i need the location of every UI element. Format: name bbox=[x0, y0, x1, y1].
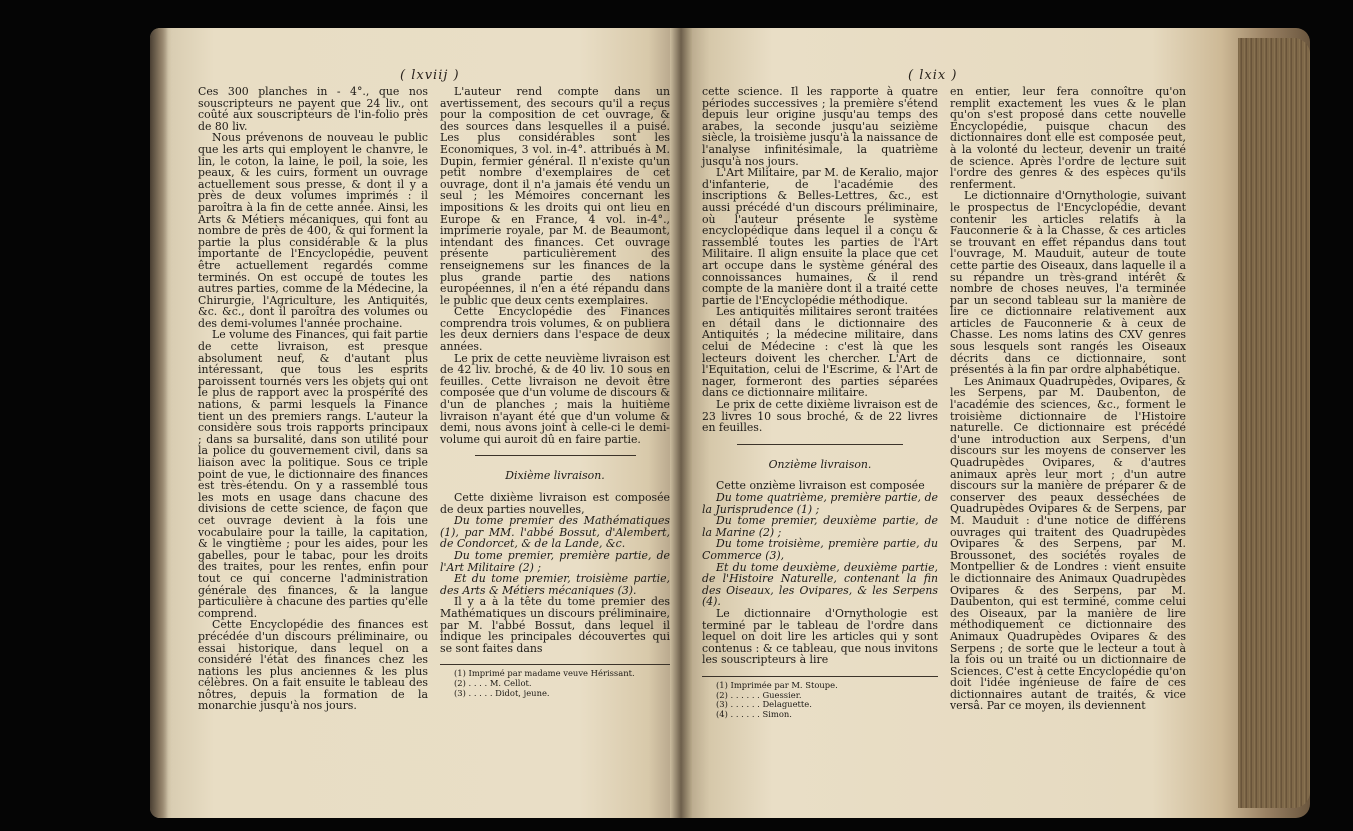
paragraph: Du tome premier des Mathématiques (1), par MM. l'abbé Bossut, d'Alembert, de Condorcet, & de la Lande, &c. bbox=[440, 514, 670, 551]
footnote-divider bbox=[440, 664, 670, 665]
footnote: (1) Imprimée par M. Stoupe. bbox=[716, 679, 838, 690]
footnote: (4) . . . . . . Simon. bbox=[716, 708, 792, 719]
left-page bbox=[150, 28, 686, 818]
paragraph: Les Animaux Quadrupèdes, Ovipares, & les Serpens, par M. Daubenton, de l'académie des sciences, &c., forment le troisième dictionnaire de l'Histoire naturelle. Ce dictionnaire est précédé d'une introduction aux Serpens, d'un discours sur les moyens de conserver les Quadrupèdes Ovipares, & d'autres animaux après leur mort ; d'un autre discours sur la manière de préparer & de conserver des peaux desséchées de Quadrupèdes Ovipares & de Serpens, par M. Mauduit : d'une notice de différens ouvrages qui traitent des Quadrupèdes Ovipares & des Serpens, par M. Broussonet, des sociétés royales de Montpellier & de Londres : vient ensuite le dictionnaire des Animaux Quadrupèdes Ovipares & des Serpens, par M. Daubenton, qui est terminé, comme celui des Oiseaux, par la manière de lire méthodiquement ce dictionnaire des Animaux Quadrupèdes Ovipares & des Serpens ; de sorte que le lecteur a tout à la fois ou un traité ou un dictionnaire de Sciences. C'est à cette Encyclopédie qu'on doit l'idée ingénieuse de faire de ces dictionnaires autant de traités, & vice versâ. Par ce moyen, ils deviennent bbox=[950, 374, 1186, 713]
left-page-edge bbox=[150, 28, 168, 818]
footnote: (2) . . . . . . Guessier. bbox=[716, 689, 802, 700]
footnote: (2) . . . . M. Cellot. bbox=[454, 677, 532, 688]
paragraph: Le dictionnaire d'Ornythologie, suivant le prospectus de l'Encyclopédie, devant contenir les articles relatifs à la Fauconnerie & à la Chasse, & ces articles se trouvant en effet répandus dans tout l'ouvrage, M. Mauduit, auteur de toute cette partie des Oiseaux, dans laquelle il a su répandre un très-grand intérêt & nombre de choses neuves, l'a terminée par un second tableau sur la manière de lire ce dictionnaire relativement aux articles de Fauconnerie & à ceux de Chasse. Les noms latins des CXV genres sous lesquels sont rangés les Oiseaux décrits dans ce dictionnaire, sont présentés à la fin par ordre alphabétique. bbox=[950, 189, 1186, 377]
left-column-1 bbox=[198, 86, 428, 712]
footnote: (3) . . . . . . Delaguette. bbox=[716, 699, 812, 710]
paragraph: en entier, leur fera connoître qu'on remplit exactement les vues & le plan qu'on s'est proposé dans cette nouvelle Encyclopédie, puisque chacun des dictionnaires dont elle est composée peut, à la volonté du lecteur, devenir un traité de science. Après l'ordre de lecture suit l'ordre des genres & des espèces qu'ils renferment. bbox=[950, 85, 1186, 191]
footnote: (1) Imprimé par madame veuve Hérissant. bbox=[454, 668, 635, 679]
paragraph: Cette Encyclopédie des finances est précédée d'un discours préliminaire, ou essai historique, dans lequel on a considéré l'état des finances chez les nations les plus anciennes & les plus célèbres. On a fait ensuite le tableau des nôtres, depuis la formation de la monarchie jusqu'à nos jours. bbox=[198, 618, 428, 713]
book-gutter bbox=[670, 28, 692, 818]
section-divider bbox=[737, 444, 902, 445]
section-heading: Onzième livraison. bbox=[768, 457, 872, 471]
left-page-header: ( lxviij ) bbox=[400, 68, 460, 83]
left-column-2 bbox=[440, 86, 670, 698]
right-page bbox=[678, 28, 1310, 818]
paragraph: Et du tome deuxième, deuxième partie, de l'Histoire Naturelle, contenant la fin des Oiseaux, les Ovipares, & les Serpens (4). bbox=[702, 560, 938, 609]
paragraph: Cette Encyclopédie des Finances comprendra trois volumes, & on publiera les deux derniers dans l'espace de deux années. bbox=[440, 305, 670, 354]
paragraph: Du tome premier, deuxième partie, de la Marine (2) ; bbox=[702, 514, 938, 539]
paragraph: Les antiquités militaires seront traitées en détail dans le dictionnaire des Antiquités ; la médecine militaire, dans celui de Médecine : c'est là que les lecteurs doivent les chercher. L'Art de l'Equitation, celui de l'Escrime, & l'Art de nager, formeront des parties séparées dans ce dictionnaire militaire. bbox=[702, 305, 938, 400]
paragraph: Le prix de cette neuvième livraison est de 42 liv. broché, & de 40 liv. 10 sous en feuilles. Cette livraison ne devoit être composée que d'un volume de discours & d'un de planches ; mais la huitième livraison n'ayant été que d'un volume & demi, nous avons joint à celle-ci le demi-volume qui auroit dû en faire partie. bbox=[440, 351, 670, 446]
paragraph: Cette dixième livraison est composée de deux parties nouvelles, bbox=[440, 491, 670, 516]
book-fore-edge bbox=[1238, 38, 1310, 808]
footnote-divider bbox=[702, 676, 938, 677]
paragraph: L'auteur rend compte dans un avertissement, des secours qu'il a reçus pour la composition de cet ouvrage, & des sources dans lesquelles il a puisé. Les plus considérables sont les Economiques, 3 vol. in-4°. attribués à M. Dupin, fermier général. Il n'existe qu'un petit nombre d'exemplaires de cet ouvrage, dont il n'a jamais été vendu un seul ; les Mémoires concernant les impositions & les droits qui ont lieu en Europe & en France, 4 vol. in-4°., imprimerie royale, par M. de Beaumont, intendant des finances. Cet ouvrage présente particulièrement des renseignemens sur les finances de la plus grande partie des nations européennes, il n'en a été répandu dans le public que deux cents exemplaires. bbox=[440, 85, 670, 307]
open-book bbox=[150, 28, 1310, 818]
paragraph: Nous prévenons de nouveau le public que les arts qui employent le chanvre, le lin, le coton, la laine, le poil, la soie, les peaux, & les cuirs, forment un ouvrage actuellement sous presse, & dont il y a près de deux volumes imprimés : il paroîtra à la fin de cette année. Ainsi, les Arts & Métiers mécaniques, qui font au nombre de près de 400, & qui forment la partie la plus considérable & la plus importante de l'Encyclopédie, peuvent être actuellement regardés comme terminés. On est occupé de toutes les autres parties, comme de la Médecine, la Chirurgie, l'Agriculture, les Antiquités, &c. &c., dont il paroîtra des volumes ou des demi-volumes l'année prochaine. bbox=[198, 131, 428, 330]
right-page-header: ( lxix ) bbox=[908, 68, 958, 83]
paragraph: Du tome premier, première partie, de l'Art Militaire (2) ; bbox=[440, 548, 670, 574]
section-heading: Dixième livraison. bbox=[505, 469, 605, 483]
paragraph: cette science. Il les rapporte à quatre périodes successives ; la première s'étend depuis leur origine jusqu'au temps des arabes, la seconde jusqu'au seizième siècle, la troisième jusqu'à la naissance de l'analyse infinitésimale, la quatrième jusqu'à nos jours. bbox=[702, 85, 938, 168]
paragraph: Il y a à la tête du tome premier des Mathématiques un discours préliminaire, par M. l'abbé Bossut, dans lequel il indique les principales découvertes qui se sont faites dans bbox=[440, 595, 670, 655]
paragraph: L'Art Militaire, par M. de Keralio, major d'infanterie, de l'académie des inscriptions & Belles-Lettres, &c., est aussi précédé d'un discours préliminaire, où l'auteur présente le système encyclopédique dans lequel il a conçu & rassemblé toutes les parties de l'Art Militaire. Il align ensuite la place que cet art occupe dans le système général des connoissances humaines, & il rend compte de la manière dont il a traité cette partie de l'Encyclopédie méthodique. bbox=[702, 166, 938, 307]
paragraph: Le dictionnaire d'Ornythologie est terminé par le tableau de l'ordre dans lequel on doit lire les articles qui y sont contenus : & ce tableau, que nous invitons les souscripteurs à lire bbox=[702, 606, 938, 667]
section-divider bbox=[475, 455, 636, 456]
paragraph: Et du tome premier, troisième partie, des Arts & Métiers mécaniques (3). bbox=[440, 572, 670, 597]
paragraph: Le volume des Finances, qui fait partie de cette livraison, est presque absolument neuf, & d'autant plus intéressant, que tous les esprits paroissent tournés vers les objets qui ont le plus de rapport avec la prospérité des nations, & parmi lesquels la Finance tient un des premiers rangs. L'auteur la considère sous trois rapports principaux ; dans sa bursalité, dans son utilité pour la police du gouvernement civil, dans sa liaison avec la politique. Sous ce triple point de vue, le dictionnaire des finances est très-étendu. On y a rassemblé tous les mots en usage dans chacune des divisions de cette science, de façon que cet ouvrage devient à la fois une vocabulaire pour la taille, la capitation, & le vingtième ; pour les aides, pour les gabelles, pour le tabac, pour les droits des traites, pour les rentes, enfin pour tout ce qui concerne l'administration générale des finances, & la langue particulière à chacune des parties qu'elle comprend. bbox=[198, 328, 428, 620]
paragraph: Du tome troisième, première partie, du Commerce (3), bbox=[702, 537, 938, 562]
paragraph: Le prix de cette dixième livraison est de 23 livres 10 sous broché, & de 22 livres en feuilles. bbox=[702, 398, 938, 435]
footnote: (3) . . . . . Didot, jeune. bbox=[454, 687, 550, 698]
right-column-1 bbox=[702, 86, 938, 719]
paragraph: Du tome quatrième, première partie, de la Jurisprudence (1) ; bbox=[702, 491, 938, 516]
right-column-2 bbox=[950, 86, 1186, 712]
paragraph: Cette onzième livraison est composée bbox=[716, 479, 925, 493]
paragraph: Ces 300 planches in - 4°., que nos souscripteurs ne payent que 24 liv., ont coûté aux souscripteurs de l'in-folio près de 80 liv. bbox=[198, 85, 428, 133]
